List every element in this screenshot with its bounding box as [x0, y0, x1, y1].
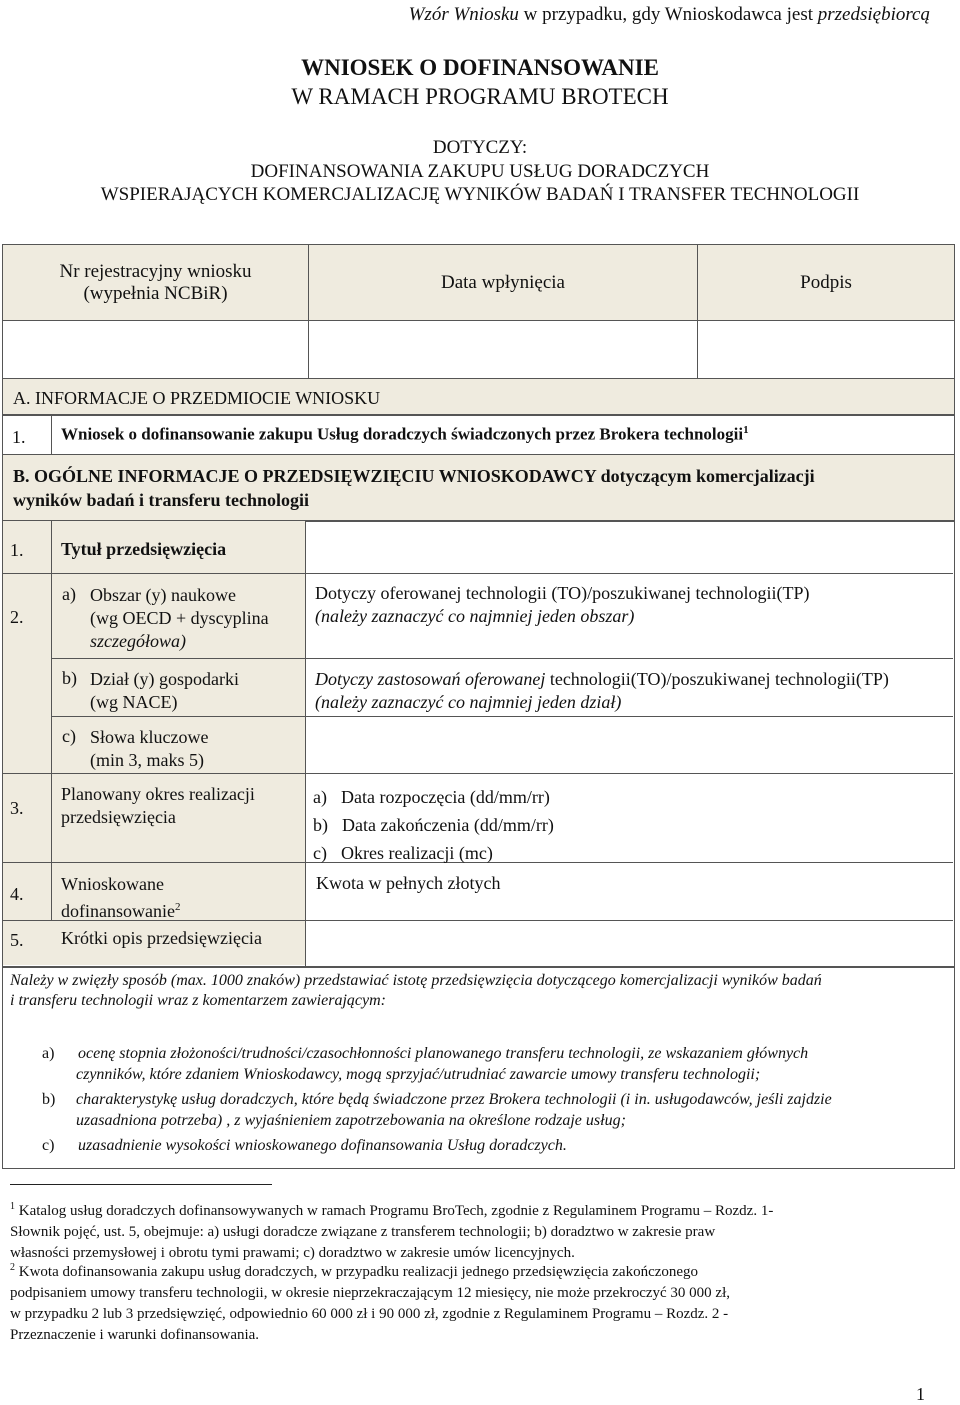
- footnote-2: [10, 1257, 930, 1346]
- economic-sector-note: (należy zaznaczyć co najmniej jeden dział): [315, 692, 622, 712]
- row-2c-letter: c): [62, 726, 76, 746]
- keywords-label: [90, 726, 208, 772]
- footnote-2-line-2: podpisaniem umowy transferu technologii, w okresie nieprzekraczającym 12 miesięcy, nie może przekroczyć 30 000 zł,: [10, 1285, 731, 1301]
- period-fields[interactable]: [313, 783, 554, 867]
- footnote-ref-2: 2: [174, 901, 181, 913]
- section-a-num: 1.: [12, 427, 26, 447]
- section-b-heading-box: [2, 454, 955, 522]
- form-template-note: [0, 4, 930, 26]
- registration-number-header: [3, 245, 309, 321]
- footnote-1-line-1: Katalog usług doradczych dofinansowywanych w ramach Programu BroTech, zgodnie z Regulaminem Programu – Rozdz. 1-: [15, 1203, 774, 1219]
- footnote-1-mark: 1: [10, 1201, 15, 1212]
- note-italic-1: Wzór Wniosku: [408, 4, 519, 25]
- list-b-line-2: uzasadniona potrzeba) , z wyjaśnieniem zapotrzebowania na określone rodzaje usług;: [76, 1112, 626, 1129]
- signature-header: Podpis: [698, 245, 955, 321]
- receipt-date-header: Data wpłynięcia: [309, 245, 698, 321]
- footnote-ref-1: 1: [743, 424, 749, 436]
- concerns-line-2: WSPIERAJĄCYCH KOMERCJALIZACJĘ WYNIKÓW BADAŃ I TRANSFER TECHNOLOGII: [100, 184, 860, 205]
- concerns-line-1: DOFINANSOWANIA ZAKUPU USŁUG DORADCZYCH: [250, 161, 710, 182]
- period-row-num: 3.: [10, 798, 24, 818]
- note-mid: w przypadku, gdy Wnioskodawca jest: [518, 4, 818, 25]
- registration-number-field[interactable]: [3, 321, 309, 379]
- description-list: [42, 1043, 832, 1156]
- duration-label: Okres realizacji (mc): [340, 843, 493, 863]
- start-date-letter: a): [313, 787, 327, 807]
- scientific-area-instruction: Dotyczy oferowanej technologii (TO)/poszukiwanej technologii(TP): [315, 583, 810, 603]
- title-row-label: Tytuł przedsięwzięcia: [61, 539, 227, 559]
- keywords-field[interactable]: [306, 717, 952, 773]
- scientific-area-line-3: szczegółowa): [90, 631, 186, 651]
- list-c-letter: c): [42, 1137, 55, 1154]
- description-row-label: Krótki opis przedsięwzięcia: [61, 928, 262, 948]
- period-label-line-1: Planowany okres realizacji: [61, 784, 255, 804]
- funding-row-num: 4.: [10, 884, 24, 904]
- footnote-2-line-1: Kwota dofinansowania zakupu usług doradczych, w przypadku realizacji jednego przedsięwzięcia zakończonego: [15, 1264, 699, 1280]
- list-c-line-1: uzasadnienie wysokości wnioskowanego dofinansowania Usług doradczych.: [78, 1137, 567, 1154]
- footnote-1-line-2: Słownik pojęć, ust. 5, obejmuje: a) usługi doradcze związane z transferem technologii; b) doradztwo w zakresie praw: [10, 1224, 716, 1240]
- title-row-num: 1.: [10, 540, 24, 560]
- footnote-2-line-4: Przeznaczenie i warunki dofinansowania.: [10, 1327, 260, 1343]
- section-b-heading-line-2: wyników badań i transferu technologii: [13, 490, 310, 510]
- list-a-line-2: czynników, które zdaniem Wnioskodawcy, mogą sprzyjać/utrudniać zawarcie umowy transferu technologii;: [76, 1066, 761, 1083]
- description-instruction: [10, 971, 822, 1011]
- section-a-item-text: Wniosek o dofinansowanie zakupu Usług doradczych świadczonych przez Brokera technologii: [61, 424, 744, 444]
- economic-sector-field[interactable]: [315, 668, 889, 714]
- document-subtitle: W RAMACH PROGRAMU BROTECH: [291, 84, 669, 109]
- section-a-heading: A. INFORMACJE O PRZEDMIOCIE WNIOSKU: [13, 388, 381, 408]
- section-a-heading-box: [2, 378, 955, 416]
- footnote-2-line-3: w przypadku 2 lub 3 przedsięwzięć, odpowiednio 60 000 zł i 90 000 zł, zgodnie z Regulaminem Programu – Rozdz. 2 -: [10, 1306, 729, 1322]
- note-italic-2: przedsiębiorcą: [817, 4, 930, 25]
- start-date-label: Data rozpoczęcia (dd/mm/rr): [340, 787, 550, 807]
- scientific-area-note: (należy zaznaczyć co najmniej jeden obszar): [315, 606, 635, 626]
- signature-field[interactable]: [698, 321, 955, 379]
- footnote-1: [10, 1196, 930, 1264]
- area-row-num: 2.: [10, 607, 24, 627]
- list-a-letter: a): [42, 1045, 55, 1062]
- keywords-line-1: Słowa kluczowe: [90, 727, 209, 747]
- list-a-line-1: ocenę stopnia złożoności/trudności/czasochłonności planowanego transferu technologii, ze wskazaniem głównych: [78, 1045, 809, 1062]
- end-date-label: Data zakończenia (dd/mm/rr): [342, 815, 554, 835]
- list-b-line-1: charakterystykę usług doradczych, które będą świadczone przez Brokera technologii (i in. usługodawców, jeśli zajdzie: [76, 1091, 832, 1108]
- registration-number-label: Nr rejestracyjny wniosku: [59, 260, 252, 282]
- duration-letter: c): [313, 843, 327, 863]
- economic-sector-line-2: (wg NACE): [90, 692, 178, 712]
- scientific-area-label: [90, 584, 269, 653]
- funding-label: [61, 873, 180, 923]
- economic-sector-instruction: technologii(TO)/poszukiwanej technologii(TP): [545, 669, 889, 689]
- footnote-1-line-3: własności przemysłowej i obrotu tymi prawami; c) doradztwo w zakresie umów licencyjnych.: [10, 1245, 575, 1261]
- end-date-letter: b): [313, 815, 328, 835]
- section-b-heading-line-1: B. OGÓLNE INFORMACJE O PRZEDSIĘWZIĘCIU WNIOSKODAWCY dotyczącym komercjalizacji: [13, 466, 815, 486]
- funding-amount-field[interactable]: Kwota w pełnych złotych: [316, 873, 501, 893]
- row-2a-letter: a): [62, 584, 76, 604]
- section-a-item: [61, 424, 749, 445]
- economic-sector-line-1: Dział (y) gospodarki: [90, 669, 239, 689]
- funding-label-line-2: dofinansowanie: [61, 901, 175, 921]
- list-b-letter: b): [42, 1091, 56, 1108]
- funding-label-line-1: Wnioskowane: [61, 874, 164, 894]
- description-instruction-line-1: Należy w zwięzły sposób (max. 1000 znaków) przedstawiać istotę przedsięwzięcia dotyczącego komercjalizacji wyników badań: [10, 972, 822, 989]
- page-number: 1: [916, 1384, 925, 1404]
- registration-number-note: (wypełnia NCBiR): [83, 282, 228, 304]
- description-row-num: 5.: [10, 930, 24, 950]
- scientific-area-line-1: Obszar (y) naukowe: [90, 585, 236, 605]
- period-label: [61, 783, 255, 829]
- economic-sector-instruction-italic: Dotyczy zastosowań oferowanej: [315, 669, 546, 689]
- footnote-separator: [10, 1184, 272, 1185]
- economic-sector-label: [90, 668, 239, 714]
- period-label-line-2: przedsięwzięcia: [61, 807, 176, 827]
- scientific-area-field[interactable]: [315, 582, 810, 628]
- receipt-date-field[interactable]: [309, 321, 698, 379]
- scientific-area-line-2: (wg OECD + dyscyplina: [90, 608, 269, 628]
- footnote-2-mark: 2: [10, 1262, 15, 1273]
- keywords-line-2: (min 3, maks 5): [90, 750, 204, 770]
- document-title: WNIOSEK O DOFINANSOWANIE: [301, 55, 659, 80]
- project-title-field[interactable]: [306, 521, 952, 573]
- row-2b-letter: b): [62, 668, 77, 688]
- concerns-label: DOTYCZY:: [432, 137, 528, 158]
- description-instruction-line-2: i transferu technologii wraz z komentarzem zawierającym:: [10, 992, 386, 1009]
- registration-table: [2, 244, 955, 379]
